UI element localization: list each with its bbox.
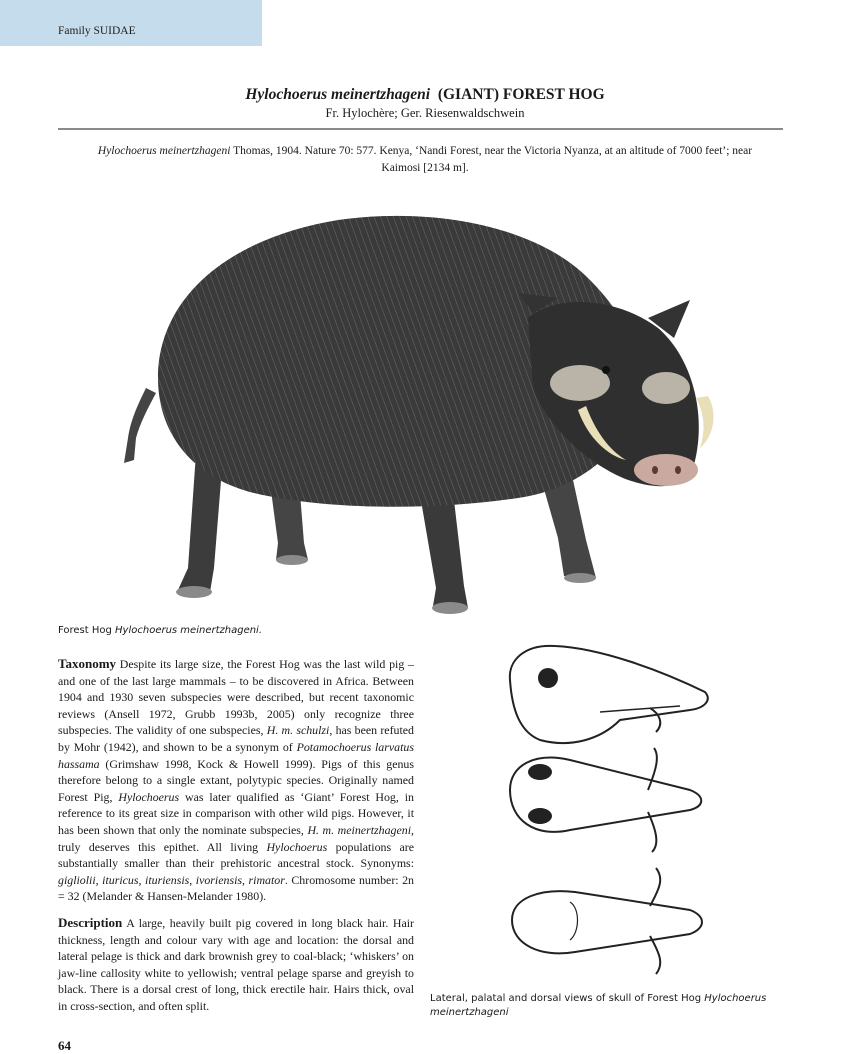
family-label: Family SUIDAE (58, 25, 136, 37)
taxonomy-text-1: Despite its large size, the Forest Hog was the last wild pig – and one of the last large mammals – to be discovered in Africa. Between 1904 and 1930 seven subspecies were described, but recent taxonomic reviews (Ansell 1972, Grubb 1993b, 2005) only recognize three subspecies. The validity of one subspecies, (58, 657, 414, 738)
citation-text: Thomas, 1904. Nature 70: 577. Kenya, ‘Nandi Forest, near the Victoria Nyanza, at an altitude of 7000 feet’; near Kaimosi [2134 m]. (230, 145, 753, 174)
taxonomy-italic-4: H. m. meinertzhageni (307, 822, 411, 837)
taxonomy-text-8: , (138, 872, 146, 887)
taxonomy-italic-9: ivoriensis (195, 872, 243, 887)
family-tab (0, 0, 262, 46)
skull-caption-lead: Lateral, palatal and dorsal views of skull of Forest Hog (430, 993, 705, 1004)
taxonomy-italic-2: Potamochoerus larvatus hassama (58, 739, 414, 771)
species-other-names: Fr. Hylochère; Ger. Riesenwaldschwein (325, 106, 525, 120)
skull-caption-name: Hylochoerus meinertzhageni (430, 993, 767, 1018)
taxonomy-text-2: , has been refuted by Mohr (1942), and shown to be a synonym of (58, 723, 414, 754)
taxonomy-paragraph (58, 656, 414, 905)
taxonomy-heading: Taxonomy (58, 656, 117, 671)
taxonomy-text-9: , (189, 872, 196, 887)
skull-views-illustration (500, 640, 720, 985)
description-heading: Description (58, 914, 123, 930)
title-rule (58, 128, 783, 130)
page-number: 64 (58, 1038, 71, 1053)
taxonomy-text-3: (Grimshaw 1998, Kock & Howell 1999). Pigs of this genus therefore belong to a single extant, polytypic species. Originally named Forest Pig, (58, 756, 414, 804)
taxonomy-text-6: populations are substantially smaller than their prehistoric ancestral stock. Synonyms: (58, 839, 414, 871)
forest-hog-illustration (118, 198, 730, 618)
skull-lateral-view (510, 646, 708, 743)
species-title (0, 86, 850, 104)
taxonomy-italic-8: ituriensis (145, 872, 190, 887)
taxonomy-italic-7: ituricus (102, 872, 139, 887)
taxonomy-italic-6: gigliolii (58, 872, 96, 887)
skull-dorsal-view (512, 868, 702, 974)
species-scientific-name: Hylochoerus meinertzhageni (245, 86, 431, 103)
illustration-caption-lead: Forest Hog (58, 625, 116, 636)
skull-caption (430, 992, 790, 1020)
citation-name: Hylochoerus meinertzhageni (97, 145, 231, 157)
body-text-column (58, 656, 414, 1024)
taxonomy-text-10: , (242, 872, 249, 887)
species-common-name: (GIANT) FOREST HOG (437, 86, 605, 103)
illustration-caption (58, 625, 262, 636)
type-citation (80, 143, 770, 177)
taxonomy-text-7: , (95, 872, 103, 887)
taxonomy-italic-5: Hylochoerus (266, 839, 328, 854)
taxonomy-text-4: was later qualified as ‘Giant’ Forest Hog, in reference to its great size in comparison with other wild pigs. However, it has been shown that only the nominate subspecies, (58, 789, 414, 837)
taxonomy-text-11: . Chromosome number: 2n = 32 (Melander & Hansen-Melander 1980). (58, 872, 414, 904)
description-paragraph (58, 915, 414, 1015)
skull-palatal-view (510, 748, 701, 852)
taxonomy-italic-3: Hylochoerus (118, 789, 180, 804)
taxonomy-text-5: , truly deserves this epithet. All living (58, 822, 414, 854)
taxonomy-italic-1: H. m. schulzi (266, 723, 330, 738)
taxonomy-italic-10: rimator (248, 872, 285, 887)
illustration-caption-name: Hylochoerus meinertzhageni. (115, 625, 263, 636)
description-text: A large, heavily built pig covered in long black hair. Hair thickness, length and colour vary with age and location: the dorsal and lateral pelage is thick and dark brownish grey to coal-black; ‘whiskers’ on jaw-line callosity white to yellowish; ventral pelage sparse and greyish to black. There is a dorsal crest of long, thick erectile hair. Hairs thick, oval in cross-section, and often split. (58, 915, 414, 1013)
